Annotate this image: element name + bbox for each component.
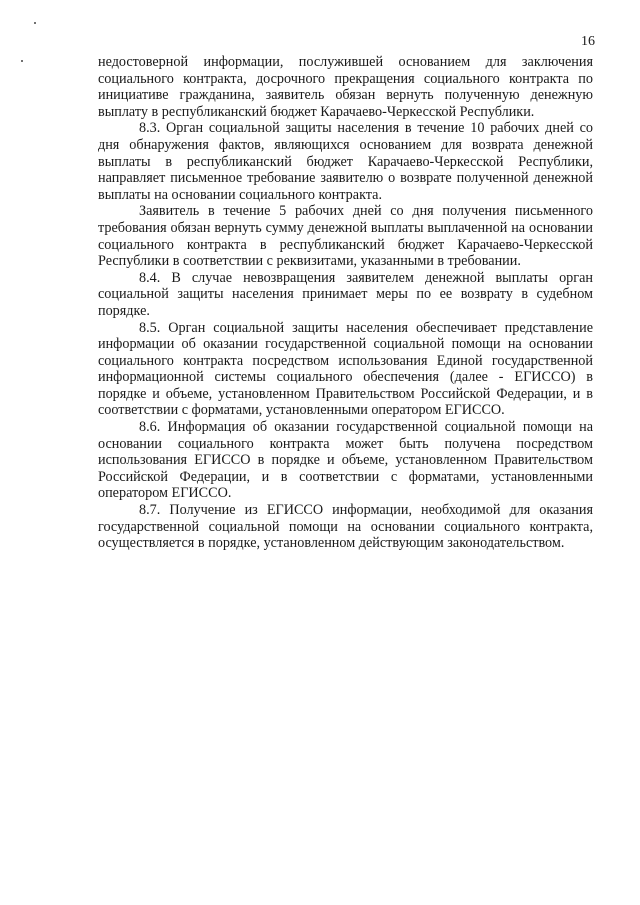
page-number: 16 xyxy=(581,34,595,49)
paragraph-8-7: 8.7. Получение из ЕГИССО информации, необходимой для оказания государственной социальной помощи на основании социального контракта, осуществляется в порядке, установленном действующим законодательством. xyxy=(98,502,593,552)
paragraph-8-4: 8.4. В случае невозвращения заявителем денежной выплаты орган социальной защиты населения принимает меры по ее возврату в судебном порядке. xyxy=(98,269,593,319)
document-body xyxy=(98,54,593,552)
paragraph-continuation: недостоверной информации, послужившей основанием для заключения социального контракта, досрочного прекращения социального контракта по инициативе гражданина, заявитель обязан вернуть полученную денежную выплату в республиканский бюджет Карачаево-Черкесской Республики. xyxy=(98,54,593,120)
paragraph-8-6: 8.6. Информация об оказании государственной социальной помощи на основании социального контракта может быть получена посредством использования ЕГИССО в порядке и объеме, установленном Правительством Российской Федерации, и в соответствии с форматами, установленными оператором ЕГИССО. xyxy=(98,419,593,502)
paragraph-8-5: 8.5. Орган социальной защиты населения обеспечивает представление информации об оказании государственной социальной помощи на основании социального контракта посредством использования Единой государственной информационной системы социального обеспечения (далее - ЕГИССО) в порядке и объеме, установленном Правительством Российской Федерации, и в соответствии с форматами, установленными оператором ЕГИССО. xyxy=(98,319,593,419)
scan-speck xyxy=(21,60,23,62)
scan-speck xyxy=(34,22,36,24)
paragraph-8-3: 8.3. Орган социальной защиты населения в течение 10 рабочих дней со дня обнаружения фактов, являющихся основанием для возврата денежной выплаты в республиканский бюджет Карачаево-Черкесской Республики, направляет письменное требование заявителю о возврате полученной денежной выплаты на основании социального контракта. xyxy=(98,120,593,203)
paragraph-8-3-applicant: Заявитель в течение 5 рабочих дней со дня получения письменного требования обязан вернуть сумму денежной выплаты выплаченной на основании социального контракта в республиканский бюджет Карачаево-Черкесской Республики в соответствии с реквизитами, указанными в требовании. xyxy=(98,203,593,270)
